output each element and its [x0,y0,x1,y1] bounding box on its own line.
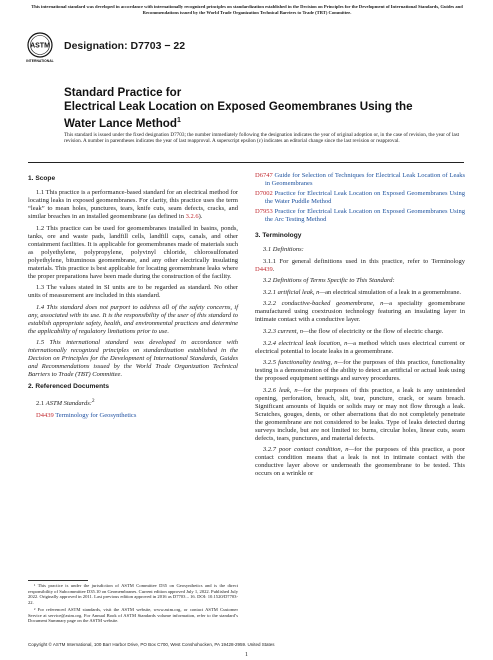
ref-d7953 [255,208,465,224]
svg-text:INTERNATIONAL: INTERNATIONAL [26,59,54,63]
para-1-1 [28,189,238,221]
def-3-2-6-text: for the purposes of this practice, a leak is any unintended opening, perforation, breach, slit, tear, puncture, crack, or seam breach. Significant amounts of liquids or solids may or may not flow through a leak. Scratches, gouges, dents, or other aberrations that do not completely penetrate the geomembrane are not considered to be leaks. Type of leaks detected during surveys include, but are not limited to: burns, circular holes, linear cuts, seam defects, tears, punctures, and material defects. [255,386,465,442]
footnotes [28,583,238,625]
refdocs-heading: 2. Referenced Documents [28,382,109,390]
para-2-1 [28,397,238,408]
para-3-2: 3.2 Definitions of Terms Specific to This Standard: [263,277,395,285]
para-3-1: 3.1 Definitions: [263,246,304,253]
ref-d7002 [255,190,465,206]
def-3-2-1-text: an electrical simulation of a leak in a geomembrane. [325,288,462,296]
copyright-line: Copyright © ASTM International, 100 Barr Harbor Drive, PO Box C700, West Conshohocken, PA 19428-2959. United States [28,642,275,647]
ref-d7953-code[interactable]: D7953 [255,208,273,215]
scope-heading: 1. Scope [28,175,56,182]
para-3-1-1: 3.1.1 For general definitions used in this practice, refer to Terminology D4439. [255,257,465,273]
ref-d6747-title[interactable]: Guide for Selection of Techniques for Electrical Leak Location of Leaks in Geomembranes [265,172,465,187]
standard-note: This standard is issued under the fixed designation D7703; the number immediately following the designation indicates the year of original adoption or, in the case of revision, the year of last revision. A number in parentheses indicates the year of last reapproval. A superscript epsilon (ε) indicates an editorial change since the last revision or reapproval. [64,132,460,145]
para-1-2: 1.2 This practice can be used for geomembranes installed in basins, ponds, tanks, ore and waste pads, landfill cells, landfill caps, canals, and other containment facilities. It is applicable for geomembranes made of materials such as polyethylene, polypropylene, polyvinyl chloride, chlorosulfonated polyethylene, bituminous geomembrane, and any other electrically insulating materials. This practice is best applicable for locating geomembrane leaks where the proper preparations have been made during the construction of the facility. [28,224,238,280]
document-title [64,86,444,131]
def-3-2-2 [255,300,465,324]
left-column [28,172,238,423]
para-1-1-text: 1.1 This practice is a performance-based standard for an electrical method for locating leaks in exposed geomembranes. For clarity, this practice uses the term “leak” to mean holes, punctures, tears, knife cuts, seam defects, cracks, and similar breaches in an installed geomembrane (as defined in [28,189,238,220]
def-3-2-4-text: a method which uses electrical current or electrical potential to locate leaks in a geomembrane. [255,339,466,355]
para-1-3: 1.3 The values stated in SI units are to be regarded as standard. No other units of measurement are included in this standard. [28,284,238,300]
para-1-4: 1.4 This standard does not purport to address all of the safety concerns, if any, associated with its use. It is the responsibility of the user of this standard to establish appropriate safety, health, and environmental practices and determine the applicability of regulatory limitations prior to use. [28,303,238,335]
title-main: Electrical Leak Location on Exposed Geomembranes Using the Water Lance Method [64,100,413,130]
def-3-2-6-term: 3.2.6 leak, n— [263,386,304,394]
para-3-1-1-text: 3.1.1 For general definitions used in this practice, refer to Terminology [263,257,465,265]
def-3-2-3-term: 3.2.3 current, n— [263,327,309,335]
def-3-2-1-term: 3.2.1 artificial leak, n— [263,288,326,296]
def-3-2-5 [255,359,465,383]
para-1-5: 1.5 This international standard was developed in accordance with internationally recognized principles on standardization established in the Decision on Principles for the Development of International Standards, Guides and Recommendations issued by the World Trade Organization Technical Barriers to Trade (TBT) Committee. [28,339,238,379]
ref-d7002-title[interactable]: Practice for Electrical Leak Location on Exposed Geomembranes Using the Water Puddle Method [265,190,465,205]
def-3-2-7-term: 3.2.7 poor contact condition, n— [263,446,355,454]
para-2-1-sup: 2 [91,397,95,404]
def-3-2-3-text: the flow of electricity or the flow of electric charge. [308,327,444,335]
def-3-2-5-term: 3.2.5 functionality testing, n— [263,359,344,367]
def-3-2-1 [255,289,465,297]
para-1-1-end: ). [198,213,203,220]
ref-d4439 [28,412,238,420]
title-line-2 [64,100,444,131]
ref-d6747 [255,172,465,188]
def-3-2-3 [255,328,465,336]
def-3-2-7-text: for the purposes of this practice, a poor contact condition means that a leak is not in intimate contact with the conductive layer above or underneath the geomembrane to be tested. This occurs on a wrinkle or [255,446,465,478]
page-number: 1 [245,652,248,658]
ref-link-d4439[interactable]: D4439 [255,265,273,273]
astm-logo [26,32,54,64]
ref-d7953-title[interactable]: Practice for Electrical Leak Location on Exposed Geomembranes Using the Arc Testing Method [265,208,465,223]
ref-d4439-title[interactable]: Terminology for Geosynthetics [53,411,137,419]
header-divider [28,162,464,163]
tbt-notice: This international standard was developed in accordance with internationally recognized principles on standardization established in the Decision on Principles for the Development of International Standards, Guides and Recommendations issued by the World Trade Organization Technical Barriers to Trade (TBT) Committee. [31,4,463,15]
right-column [255,172,465,482]
terminology-heading: 3. Terminology [255,232,302,239]
designation: Designation: D7703 − 22 [64,40,186,52]
def-3-2-4 [255,340,465,356]
def-3-2-5-text: for the purposes of this practice, functionality testing is a demonstration of the ability to detect an artificial or actual leak using the proposed equipment settings and survey procedures. [255,359,465,383]
para-2-1-italic: ASTM Standards: [45,400,92,408]
ref-link-3-2-6[interactable]: 3.2.6 [185,213,199,220]
title-footnote-mark: 1 [176,117,181,124]
def-3-2-2-term: 3.2.2 conductive-backed geomembrane, n— [263,300,390,308]
def-3-2-2-text: a speciality geomembrane manufactured using coextrusion technology featuring an insulating layer in intimate contact with a conductive layer. [255,300,465,324]
ref-d7002-code[interactable]: D7002 [255,190,273,197]
def-3-2-7 [255,446,465,478]
title-line-1: Standard Practice for [64,86,182,99]
ref-d6747-code[interactable]: D6747 [255,172,273,179]
footnote-2: ² For referenced ASTM standards, visit the ASTM website, www.astm.org, or contact ASTM Customer Service at service@astm.org. For Annual Book of ASTM Standards volume information, refer to the standard’s Document Summary page on the ASTM website. [28,607,238,624]
footnote-divider [28,580,88,581]
para-2-1-label: 2.1 [36,400,46,408]
ref-d4439-code[interactable]: D4439 [36,411,54,419]
def-3-2-4-term: 3.2.4 electrical leak location, n— [263,339,354,347]
svg-text:ASTM: ASTM [30,42,50,50]
footnote-1: ¹ This practice is under the jurisdiction of ASTM Committee D35 on Geosynthetics and is the direct responsibility of Subcommittee D35.10 on Geomembranes. Current edition approved July 1, 2022. Published July 2022. Originally approved in 2011. Last previous edition approved in 2016 as D7703 – 16. DOI: 10.1520/D7703-22. [28,583,238,606]
def-3-2-6 [255,387,465,443]
